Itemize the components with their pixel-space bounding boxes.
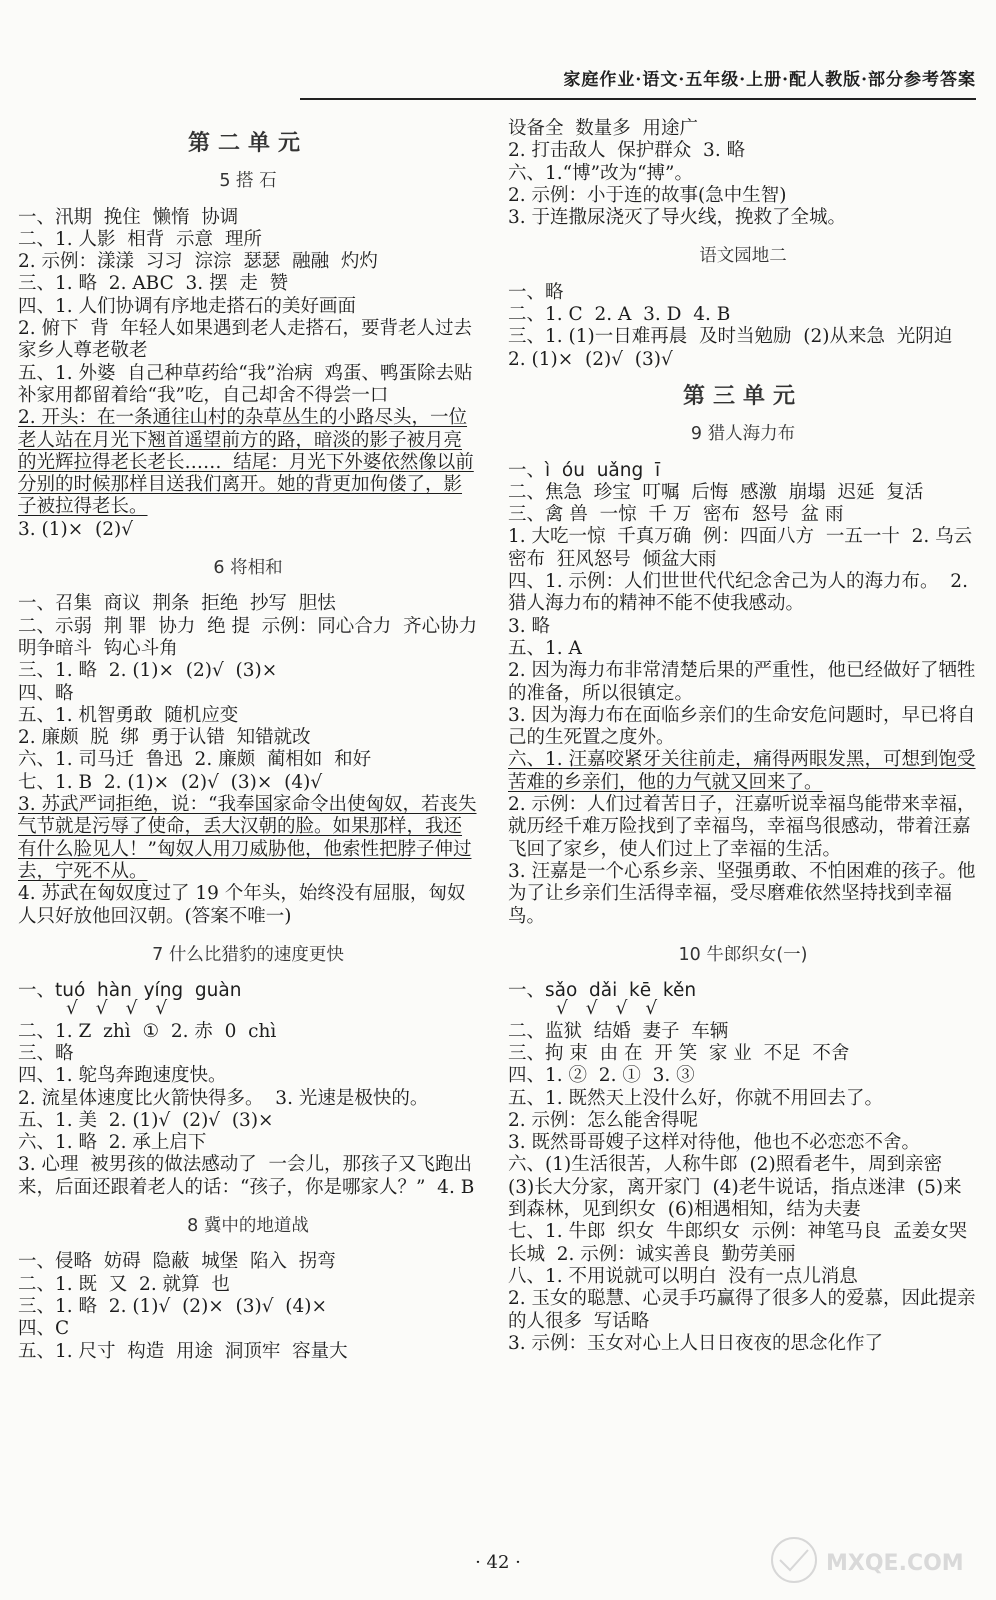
answer-line: 五、1. 尺寸 构造 用途 洞顶牢 容量大 xyxy=(18,1340,348,1362)
answer-line: 七、1. B 2. (1)× (2)√ (3)× (4)√ xyxy=(18,771,323,793)
pinyin-answers: 一、tuó hàn yíng guàn xyxy=(18,980,242,1002)
lesson-title: 8 冀中的地道战 xyxy=(187,1216,309,1237)
answer-line: 2. 因为海力布非常清楚后果的严重性，他已经做好了牺牲的准备，所以很镇定。 xyxy=(508,660,976,704)
answer-line: 五、1. A xyxy=(508,637,582,659)
answer-line: 六、(1)生活很苦，人称牛郎 (2)照看老牛，周到亲密 (3)长大分家，离开家门 (4)老牛说话，指点迷津 (5)来到森林，见到织女 (6)相遇相知，结为夫妻 xyxy=(508,1154,962,1221)
header-title: 家庭作业·语文·五年级·上册·配人教版·部分参考答案 xyxy=(563,70,976,90)
answer-line: 三、1. 略 2. (1)× (2)√ (3)× xyxy=(18,660,278,682)
watermark-logo xyxy=(766,1532,976,1588)
answer-line: 三、1. (1)一日难再晨 及时当勉励 (2)从来急 光阴迫 2. (1)× (2)√ (3)√ xyxy=(508,326,964,370)
answer-line: 二、1. Z zhì ① 2. 赤 0 chì xyxy=(18,1020,277,1042)
svg-text:MXQE.COM: MXQE.COM xyxy=(826,1551,964,1576)
unit-title: 第三单元 xyxy=(682,382,803,409)
answer-line: 2. 俯下 背 年轻人如果遇到老人走搭石，要背老人过去 家乡人尊老敬老 xyxy=(18,318,484,362)
answer-line: 2. 廉颇 脱 绑 勇于认错 知错就改 xyxy=(18,727,311,749)
answer-line: 2. 玉女的聪慧、心灵手巧赢得了很多人的爱慕，因此提亲的人很多 写话略 xyxy=(508,1288,976,1332)
answer-line: 2. 示例：小于连的故事(急中生智) xyxy=(508,184,787,206)
lesson-title: 5 搭 石 xyxy=(219,171,277,192)
answer-line: 1. 大吃一惊 千真万确 例：四面八方 一五一十 2. 乌云密布 狂风怒号 倾盆大雨 xyxy=(508,526,973,570)
answer-line: 八、1. 不用说就可以明白 没有一点儿消息 xyxy=(508,1265,858,1287)
check-marks: √√√√ xyxy=(66,998,186,1020)
answer-line: 五、1. 机智勇敢 随机应变 xyxy=(18,704,239,726)
answer-line: 3. 示例：玉女对心上人日日夜夜的思念化作了 xyxy=(508,1332,884,1354)
lesson-title: 7 什么比猎豹的速度更快 xyxy=(152,944,344,965)
answer-line: 3. 于连撒尿浇灭了导火线，挽救了全城。 xyxy=(508,207,847,229)
answer-line: 六、1.“博”改为“搏”。 xyxy=(508,162,693,184)
answer-line: 四、1. 示例：人们世世代代纪念舍己为人的海力布。 2. 猎人海力布的精神不能不使我感动。 xyxy=(508,571,974,615)
answer-line: 3. 苏武严词拒绝，说：“我奉国家命令出使匈奴，若丧失气节就是污辱了使命，丢大汉朝的脸。如果那样，我还有什么脸见人！”匈奴人用刀威胁他，他索性把脖子伸过去，宁死不从。 xyxy=(18,794,477,882)
answer-line: 四、1. 鸵鸟奔跑速度快。 xyxy=(18,1065,227,1087)
answer-line: 2. 示例：怎么能舍得呢 xyxy=(508,1109,699,1131)
answer-line: 二、1. 既 又 2. 就算 也 xyxy=(18,1273,230,1295)
answer-line: 六、1. 司马迁 鲁迅 2. 廉颇 蔺相如 和好 xyxy=(18,749,372,771)
answer-line: 3. 汪嘉是一个心系乡亲、坚强勇敢、不怕困难的孩子。他为了让乡亲们生活得幸福，受尽磨难依然坚持找到幸福鸟。 xyxy=(508,860,976,927)
answer-line: 二、监狱 结婚 妻子 车辆 xyxy=(508,1020,729,1042)
answer-line: 六、1. 汪嘉咬紧牙关往前走，痛得两眼发黑，可想到饱受苦难的乡亲们，他的力气就又回来了。 xyxy=(508,749,976,793)
answer-line: 五、1. 美 2. (1)√ (2)√ (3)× xyxy=(18,1109,274,1131)
check-marks: √√√√ xyxy=(556,998,676,1020)
answer-line: 一、召集 商议 荆条 拒绝 抄写 胆怯 xyxy=(18,593,336,615)
answer-line: 2. 打击敌人 保护群众 3. 略 xyxy=(508,140,746,162)
answer-line: 六、1. 略 2. 承上启下 xyxy=(18,1132,207,1154)
answer-line: 2. 示例：漾漾 习习 淙淙 瑟瑟 融融 灼灼 xyxy=(18,251,378,273)
lesson-title: 10 牛郎织女(一) xyxy=(678,944,808,965)
answer-line: 四、1. 人们协调有序地走搭石的美好画面 xyxy=(18,295,357,317)
answer-line: 四、1. ② 2. ① 3. ③ xyxy=(508,1065,695,1087)
left-column xyxy=(18,118,489,1363)
answer-line: 一、略 xyxy=(508,281,564,303)
right-column xyxy=(508,118,978,1355)
answer-line: 设备全 数量多 用途广 xyxy=(508,118,699,139)
answer-line: 一、汛期 挽住 懒惰 协调 xyxy=(18,206,239,228)
answer-line: 3. 略 xyxy=(508,615,551,637)
answer-line: 二、焦急 珍宝 叮嘱 后悔 感激 崩塌 迟延 复活 xyxy=(508,481,924,503)
answer-line: 2. 示例：人们过着苦日子，汪嘉听说幸福鸟能带来幸福，就历经千难万险找到了幸福鸟，幸福鸟很感动，带着汪嘉飞回了家乡，使人们过上了幸福的生活。 xyxy=(508,794,976,860)
answer-line: 三、1. 略 2. ABC 3. 摆 走 赞 xyxy=(18,273,289,295)
answer-line: 一、侵略 妨碍 隐蔽 城堡 陷入 拐弯 xyxy=(18,1251,336,1273)
answer-line: 三、禽 兽 一惊 千 万 密布 怒号 盆 雨 xyxy=(508,504,844,526)
answer-line: 2. 流星体速度比火箭快得多。 3. 光速是极快的。 xyxy=(18,1087,429,1109)
answer-line: 3. 既然哥哥嫂子这样对待他，他也不必恋恋不舍。 xyxy=(508,1132,921,1154)
lesson-title: 6 将相和 xyxy=(213,558,283,579)
lesson-title: 语文园地二 xyxy=(699,246,787,267)
answer-line: 七、1. 牛郎 织女 牛郎织女 示例：神笔马良 孟姜女哭长城 2. 示例：诚实善良 勤劳美丽 xyxy=(508,1221,968,1265)
answer-line: 3. 心理 被男孩的做法感动了 一会儿，那孩子又飞跑出来，后面还跟着老人的话：“孩子，你是哪家人？” 4. B xyxy=(18,1154,475,1198)
answer-line: 五、1. 外婆 自己种草药给“我”治病 鸡蛋、鸭蛋除去贴补家用都留着给“我”吃，自己却舍不得尝一口 xyxy=(18,362,473,406)
lesson-title: 9 猎人海力布 xyxy=(690,424,796,445)
answer-line: 3. 因为海力布在面临乡亲们的生命安危问题时，早已将自己的生死置之度外。 xyxy=(508,704,976,749)
answer-line: 三、1. 略 2. (1)√ (2)× (3)√ (4)× xyxy=(18,1295,328,1317)
answer-line: 三、拘 束 由 在 开 笑 家 业 不足 不舍 xyxy=(508,1042,850,1064)
answer-line: 4. 苏武在匈奴度过了 19 个年头，始终没有屈服，匈奴人只好放他回汉朝。(答案不唯一) xyxy=(18,883,466,927)
page-number: · 42 · xyxy=(475,1552,521,1573)
unit-title: 第二单元 xyxy=(187,130,308,156)
answer-line: 四、略 xyxy=(18,682,74,704)
answer-line: 五、1. 既然天上没什么好，你就不用回去了。 xyxy=(508,1087,884,1109)
answer-line: 三、略 xyxy=(18,1042,74,1064)
page-header xyxy=(300,60,976,100)
answer-line: 四、C xyxy=(18,1318,70,1340)
answer-line: 二、1. 人影 相背 示意 理所 xyxy=(18,228,262,250)
answer-line: 2. 开头：在一条通往山村的杂草丛生的小路尽头，一位老人站在月光下翘首遥望前方的路，暗淡的影子被月亮的光辉拉得老长老长…… 结尾：月光下外婆依然像以前分别的时候那样目送我们离开。她的背更加佝偻了，影子被拉得老长。 xyxy=(18,407,474,518)
answer-line: 3. (1)× (2)√ xyxy=(18,518,133,540)
pinyin-answers: 一、sǎo dǎi kē kěn xyxy=(508,980,697,1002)
answer-line: 二、1. C 2. A 3. D 4. B xyxy=(508,304,731,326)
answer-line: 二、示弱 荆 罪 协力 绝 提 示例：同心合力 齐心协力 明争暗斗 钩心斗角 xyxy=(18,615,489,659)
pinyin-answers: 一、ì óu uǎng ī xyxy=(508,459,661,481)
